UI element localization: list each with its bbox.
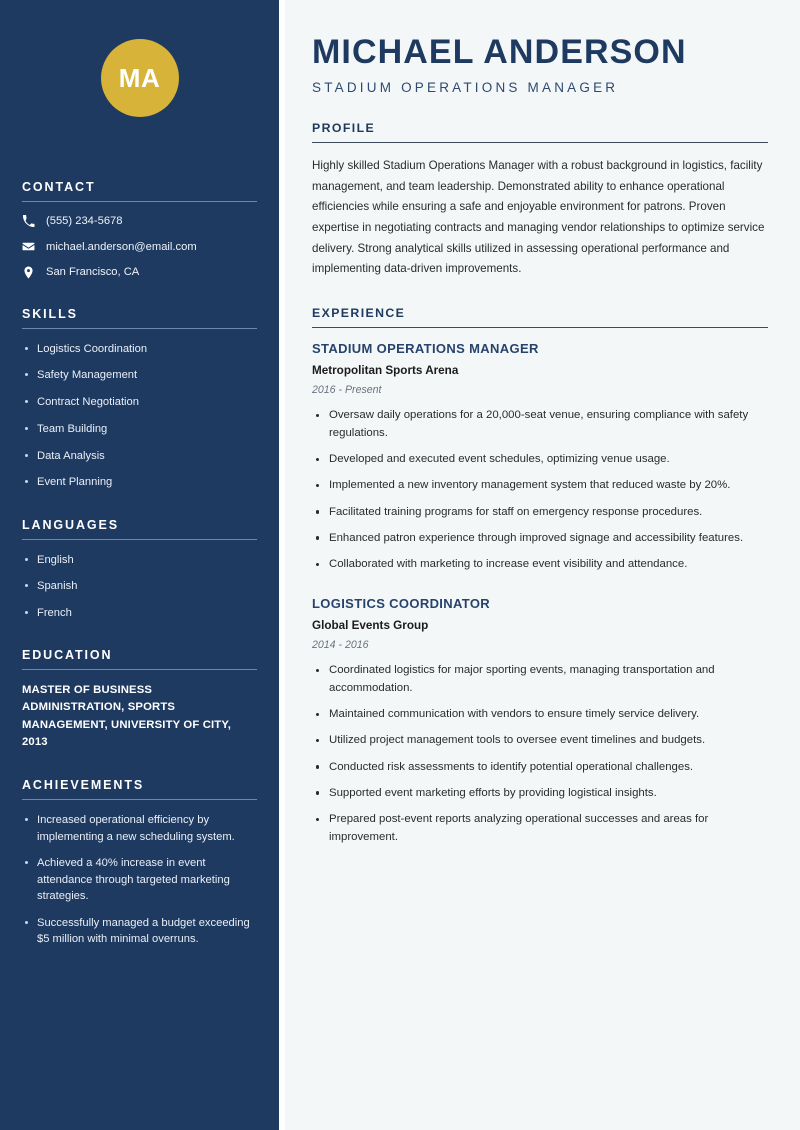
- experience-entry: [312, 341, 768, 574]
- phone-icon: [22, 215, 35, 228]
- languages-list: [22, 552, 257, 622]
- list-item: Collaborated with marketing to increase event visibility and attendance.: [312, 556, 768, 574]
- contact-email-value: michael.anderson@email.com: [46, 240, 197, 253]
- experience-bullet-list: [312, 662, 768, 847]
- experience-bullet-list: [312, 407, 768, 574]
- skills-section-title: SKILLS: [22, 306, 78, 321]
- skills-divider: [22, 328, 257, 329]
- list-item: Oversaw daily operations for a 20,000-seat venue, ensuring compliance with safety regulations.: [312, 407, 768, 443]
- contact-list: [22, 214, 257, 280]
- list-item: Enhanced patron experience through improved signage and accessibility features.: [312, 530, 768, 548]
- skills-section: [22, 307, 257, 491]
- sidebar: [0, 0, 279, 1130]
- list-item: Prepared post-event reports analyzing operational successes and areas for improvement.: [312, 811, 768, 847]
- experience-company: Metropolitan Sports Arena: [312, 364, 459, 378]
- list-item: Contract Negotiation: [22, 394, 257, 410]
- profile-section: [312, 121, 768, 280]
- languages-section-title: LANGUAGES: [22, 517, 119, 532]
- envelope-icon: [22, 240, 35, 253]
- headline-job-title: STADIUM OPERATIONS MANAGER: [312, 79, 619, 95]
- location-pin-icon: [22, 266, 35, 279]
- languages-divider: [22, 539, 257, 540]
- list-item: Supported event marketing efforts by providing logistical insights.: [312, 785, 768, 803]
- experience-entry: [312, 596, 768, 847]
- contact-section-title: CONTACT: [22, 180, 96, 194]
- list-item: Coordinated logistics for major sporting events, managing transportation and accommodation.: [312, 662, 768, 698]
- experience-section: [312, 306, 768, 847]
- list-item: Spanish: [22, 578, 257, 594]
- list-item: French: [22, 605, 257, 621]
- list-item: Data Analysis: [22, 448, 257, 464]
- experience-dates: 2014 - 2016: [312, 639, 369, 652]
- languages-section: [22, 518, 257, 622]
- skills-list: [22, 341, 257, 491]
- experience-section-title: EXPERIENCE: [312, 305, 406, 320]
- achievements-section-title: ACHIEVEMENTS: [22, 777, 145, 792]
- contact-item-phone[interactable]: [22, 214, 257, 229]
- page-title: MICHAEL ANDERSON: [312, 33, 687, 71]
- list-item: Maintained communication with vendors to ensure timely service delivery.: [312, 706, 768, 724]
- profile-divider: [312, 142, 768, 143]
- list-item: Utilized project management tools to oversee event timelines and budgets.: [312, 732, 768, 750]
- experience-role: STADIUM OPERATIONS MANAGER: [312, 341, 539, 357]
- list-item: Conducted risk assessments to identify potential operational challenges.: [312, 759, 768, 777]
- contact-item-location[interactable]: [22, 265, 257, 280]
- avatar: MA: [101, 39, 179, 117]
- achievements-list: [22, 812, 257, 948]
- contact-item-email[interactable]: [22, 240, 257, 255]
- list-item: Safety Management: [22, 367, 257, 383]
- education-entry: MASTER OF BUSINESS ADMINISTRATION, SPORTS MANAGEMENT, UNIVERSITY OF CITY, 2013: [22, 684, 232, 748]
- contact-divider: [22, 201, 257, 202]
- education-section: [22, 648, 257, 751]
- experience-dates: 2016 - Present: [312, 384, 382, 397]
- list-item: Logistics Coordination: [22, 341, 257, 357]
- profile-section-title: PROFILE: [312, 120, 376, 135]
- experience-company: Global Events Group: [312, 619, 429, 633]
- contact-phone-value: (555) 234-5678: [46, 215, 123, 227]
- profile-text: Highly skilled Stadium Operations Manager with a robust background in logistics, facility management, and team leadership. Demonstrated ability to enhance operational efficiencies while ensuring a safe and enjoyable environment for patrons. Proven expertise in negotiating contracts and managing vendor relationships to optimize service delivery. Strong analytical skills utilized in assessing operational performance and implementing data-driven improvements.: [312, 159, 765, 276]
- education-divider: [22, 669, 257, 670]
- list-item: Event Planning: [22, 474, 257, 490]
- list-item: Increased operational efficiency by implementing a new scheduling system.: [22, 812, 257, 845]
- contact-section: [22, 180, 257, 280]
- experience-divider: [312, 327, 768, 328]
- achievements-divider: [22, 799, 257, 800]
- list-item: Implemented a new inventory management system that reduced waste by 20%.: [312, 477, 768, 495]
- list-item: Developed and executed event schedules, optimizing venue usage.: [312, 451, 768, 469]
- list-item: Successfully managed a budget exceeding $5 million with minimal overruns.: [22, 915, 257, 948]
- list-item: Achieved a 40% increase in event attendance through targeted marketing strategies.: [22, 855, 257, 905]
- contact-location-value: San Francisco, CA: [46, 266, 140, 279]
- experience-role: LOGISTICS COORDINATOR: [312, 596, 491, 612]
- list-item: Team Building: [22, 421, 257, 437]
- achievements-section: [22, 778, 257, 948]
- avatar-container: [22, 0, 257, 117]
- main-content: [285, 0, 800, 1130]
- list-item: English: [22, 552, 257, 568]
- list-item: Facilitated training programs for staff on emergency response procedures.: [312, 504, 768, 522]
- education-section-title: EDUCATION: [22, 648, 113, 663]
